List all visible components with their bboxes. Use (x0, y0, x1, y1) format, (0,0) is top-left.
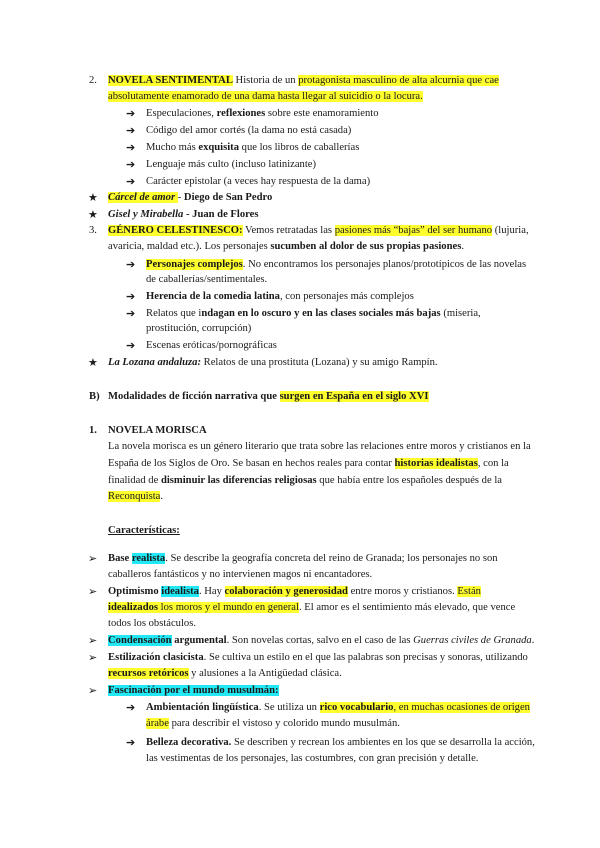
characteristic-item (108, 634, 534, 648)
bold-run: argumental (171, 635, 227, 646)
section-number: 3. (89, 225, 97, 236)
text-run: sobre este enamoramiento (265, 108, 379, 119)
bold-run: Herencia de la comedia latina (146, 291, 280, 302)
star-icon: ★ (88, 209, 98, 221)
characteristic-item (108, 585, 481, 599)
paragraph-line (108, 474, 502, 488)
work-title: Cárcel de amor (108, 192, 178, 203)
list-item-continuation: las vestimentas de los personajes, las costumbres, con gran precisión y detalle. (146, 753, 479, 764)
highlight: absolutamente enamorado de una dama hasta llegar al suicidio o la locura. (108, 91, 423, 102)
text-run: finalidad de (108, 475, 161, 486)
list-item (146, 258, 526, 272)
highlight: Están (457, 586, 481, 597)
characteristic-continuation (108, 601, 515, 615)
text-run: Relatos que i (146, 308, 202, 319)
text-run: - (183, 209, 193, 220)
work-author: Diego de San Pedro (183, 192, 273, 203)
bold-run: exquisita (198, 142, 239, 153)
text-run: Vemos retratadas las (242, 225, 335, 236)
bold-run: Ambientación lingüística (146, 702, 259, 713)
highlight: rico vocabulario (319, 702, 394, 713)
characteristic-continuation: caballeros fantásticos y no intervienen magos ni encantadores. (108, 569, 373, 580)
section-b-heading (108, 390, 429, 404)
section-number: 2. (89, 75, 97, 86)
heading-text: Modalidades de ficción narrativa que (108, 391, 280, 402)
bold-run: ndagan en lo oscuro y en las clases sociales más bajas (201, 308, 441, 319)
arrow-icon: ➔ (126, 340, 136, 352)
list-item-continuation: de caballerías/sentimentales. (146, 274, 268, 285)
highlight-cyan: idealista (161, 586, 199, 597)
section-number: 1. (89, 425, 97, 436)
highlight: , en muchas ocasiones de origen (393, 702, 530, 713)
bold-run: Belleza decorativa. (146, 737, 232, 748)
bold-run: sucumben al dolor de sus propias pasiones (270, 241, 462, 252)
text-run: . Hay (198, 586, 225, 597)
paragraph-line (108, 457, 509, 471)
arrow-icon: ➔ (126, 737, 136, 749)
text-run: Especulaciones, (146, 108, 217, 119)
text-run: . El amor es el sentimiento más elevado, que vence (298, 602, 516, 613)
arrow-icon: ➔ (126, 108, 136, 120)
arrow-bullet-icon: ➢ (88, 685, 98, 697)
list-item-continuation: prostitución, corrupción) (146, 323, 252, 334)
arrow-icon: ➔ (126, 291, 136, 303)
characteristic-continuation: todos los obstáculos. (108, 618, 196, 629)
highlight: árabe (146, 718, 169, 729)
highlight: pasiones más “bajas” del ser humano (334, 225, 493, 236)
text-run: . (160, 491, 164, 502)
text-run: - (177, 192, 184, 203)
novela-sentimental-line-2 (108, 90, 423, 104)
highlight: surgen en España en el siglo XVI (279, 391, 429, 402)
text-run: . Se utiliza un (258, 702, 320, 713)
list-item (146, 141, 359, 155)
text-run: . (531, 635, 535, 646)
text-run: (miseria, (440, 308, 481, 319)
arrow-bullet-icon: ➢ (88, 586, 98, 598)
arrow-icon: ➔ (126, 176, 136, 188)
highlight: protagonista masculino de alta alcurnia que cae (298, 75, 499, 86)
text-run: y alusiones a la Antigüedad clásica. (188, 668, 342, 679)
list-item-continuation (146, 717, 400, 731)
paragraph-line: La novela morisca es un género literario que trata sobre las relaciones entre moros y cristianos en la (108, 441, 531, 452)
text-run: . Son novelas cortas, salvo en el caso de las (226, 635, 414, 646)
work-item (108, 208, 258, 222)
list-item (146, 107, 379, 121)
work-item (108, 191, 272, 205)
characteristic-item (108, 552, 498, 566)
arrow-bullet-icon: ➢ (88, 635, 98, 647)
section-title: GÉNERO CELESTINESCO: (108, 225, 243, 236)
novela-sentimental-line-1 (108, 74, 499, 88)
text-run: . No encontramos los personajes planos/prototípicos de las novelas (242, 259, 527, 270)
star-icon: ★ (88, 192, 98, 204)
text-run: . Se cultiva un estilo en el que las palabras son precisas y sonoras, utilizando (203, 652, 528, 663)
bold-run: disminuir las diferencias religiosas (160, 475, 317, 486)
section-letter: B) (89, 391, 100, 402)
list-item (146, 701, 530, 715)
star-icon: ★ (88, 357, 98, 369)
work-title: La Lozana andaluza: (108, 357, 202, 368)
list-item (146, 307, 481, 321)
section-title: NOVELA SENTIMENTAL (108, 75, 233, 86)
characteristic-item (108, 651, 528, 665)
text-run: Se describen y recrean los ambientes en los que se desarrolla la acción, (231, 737, 535, 748)
highlight: Reconquista (108, 491, 161, 502)
section-title: NOVELA MORISCA (108, 425, 207, 436)
arrow-bullet-icon: ➢ (88, 553, 98, 565)
bold-run: reflexiones (216, 108, 266, 119)
highlight: los moros y el mundo en general (158, 602, 299, 613)
list-item (146, 736, 535, 750)
highlight: recursos retóricos (108, 668, 189, 679)
genero-celestinesco-line-1 (108, 224, 529, 238)
characteristic-item (108, 684, 279, 698)
text-run: avaricia, maldad etc.). Los personajes (108, 241, 271, 252)
highlight: Personajes complejos (146, 259, 243, 270)
work-author: Juan de Flores (192, 209, 259, 220)
characteristics-heading: Características: (108, 525, 180, 536)
text-run: Relatos de una prostituta (Lozana) y su amigo Rampín. (201, 357, 438, 368)
list-item: Escenas eróticas/pornográficas (146, 340, 277, 351)
text-run: . (461, 241, 464, 252)
work-title: Gisel y Mirabella (108, 209, 184, 220)
genero-celestinesco-line-2 (108, 240, 464, 254)
italic-run: Guerras civiles de Granada (413, 635, 532, 646)
text-run: , con personajes más complejos (279, 291, 414, 302)
arrow-bullet-icon: ➢ (88, 652, 98, 664)
highlight-cyan: Fascinación por el mundo musulmán: (108, 685, 279, 696)
arrow-icon: ➔ (126, 142, 136, 154)
highlight-cyan: Condensación (108, 635, 172, 646)
text-run: entre moros y cristianos. (347, 586, 458, 597)
list-item: Lenguaje más culto (incluso latinizante) (146, 159, 317, 170)
arrow-icon: ➔ (126, 259, 136, 271)
bold-run: Estilización clasicista (108, 652, 204, 663)
text-run: que los libros de caballerías (239, 142, 360, 153)
arrow-icon: ➔ (126, 702, 136, 714)
highlight: historias idealistas (394, 458, 478, 469)
text-run: Historia de un (232, 75, 299, 86)
text-run: Mucho más (146, 142, 199, 153)
list-item (146, 290, 414, 304)
paragraph-line (108, 490, 163, 504)
arrow-icon: ➔ (126, 159, 136, 171)
bold-run: Optimismo (108, 586, 162, 597)
text-run: (lujuria, (492, 225, 529, 236)
highlight: colaboración y generosidad (224, 586, 348, 597)
characteristic-continuation (108, 667, 342, 681)
text-run: que había entre los españoles después de la (316, 475, 502, 486)
bold-run: Base (108, 553, 132, 564)
text-run: , con la (477, 458, 509, 469)
list-item: Carácter epistolar (a veces hay respuesta de la dama) (146, 176, 371, 187)
text-run: España de los Siglos de Oro. Se basan en hechos reales para contar (108, 458, 395, 469)
text-run: . Se describe la geografía concreta del reino de Granada; los personajes no son (165, 553, 498, 564)
highlight-cyan: realista (131, 553, 166, 564)
list-item: Código del amor cortés (la dama no está casada) (146, 125, 352, 136)
text-run: para describir el vistoso y colorido mundo musulmán. (168, 718, 400, 729)
highlight: idealizados (108, 602, 159, 613)
arrow-icon: ➔ (126, 125, 136, 137)
work-item (108, 356, 438, 370)
arrow-icon: ➔ (126, 308, 136, 320)
